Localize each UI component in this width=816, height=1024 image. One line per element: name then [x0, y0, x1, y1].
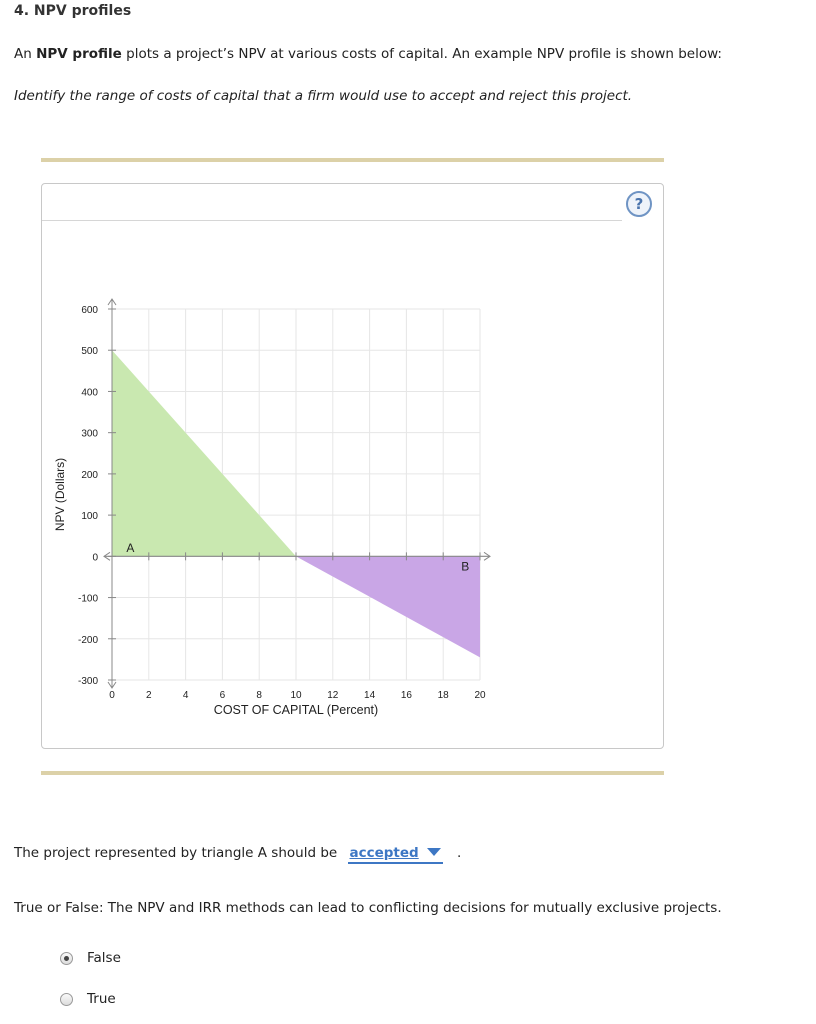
y-tick-label: 400: [81, 387, 98, 399]
x-tick-label: 20: [474, 690, 486, 701]
radio-label: True: [87, 991, 116, 1007]
radio-button[interactable]: [60, 993, 73, 1006]
divider-top: [41, 158, 664, 162]
question-title: 4. NPV profiles: [14, 3, 132, 19]
radio-button[interactable]: [60, 952, 73, 965]
x-tick-label: 6: [219, 690, 226, 701]
y-tick-label: 500: [81, 346, 98, 358]
y-axis-label: NPV (Dollars): [53, 457, 67, 532]
x-tick-label: 10: [290, 690, 302, 701]
x-tick-label: 0: [109, 690, 115, 701]
y-tick-label: -200: [77, 634, 98, 646]
intro-text: [14, 46, 722, 62]
x-tick-label: 16: [400, 690, 412, 701]
area-triangle-a: [112, 350, 296, 556]
divider-bottom: [41, 771, 664, 775]
q2-prefix: The project represented by triangle A should be: [14, 845, 338, 861]
x-tick-label: 12: [327, 690, 339, 701]
y-tick-label: 0: [92, 552, 98, 564]
q3-question: True or False: The NPV and IRR methods can lead to conflicting decisions for mutually exclusive projects.: [14, 900, 722, 916]
answer-dropdown-value: accepted: [349, 845, 419, 861]
radio-label: False: [87, 950, 121, 966]
radio-option-true[interactable]: [60, 991, 116, 1007]
help-button[interactable]: ?: [626, 191, 652, 217]
y-tick-label: -100: [77, 593, 98, 605]
area-label-a: A: [126, 541, 135, 556]
area-triangle-b: [296, 556, 480, 657]
npv-profile-chart: [42, 184, 663, 748]
x-tick-label: 14: [364, 690, 376, 701]
x-tick-label: 4: [182, 690, 189, 701]
q2-sentence: [14, 845, 461, 864]
intro-bold-term: NPV profile: [36, 46, 122, 62]
dropdown-caret-icon: [427, 848, 441, 856]
x-tick-label: 18: [437, 690, 449, 701]
graph-panel: [41, 183, 664, 749]
y-tick-label: 300: [81, 428, 98, 440]
answer-dropdown[interactable]: [348, 845, 443, 864]
y-tick-label: 200: [81, 469, 98, 481]
instruction-text: Identify the range of costs of capital that a firm would use to accept and reject this project.: [14, 88, 633, 104]
x-tick-label: 2: [146, 690, 152, 701]
y-tick-label: 600: [81, 305, 98, 316]
intro-prefix: An: [14, 46, 37, 62]
y-tick-label: 100: [81, 511, 98, 523]
x-axis-label: COST OF CAPITAL (Percent): [213, 703, 379, 717]
radio-option-false[interactable]: [60, 950, 121, 966]
x-tick-label: 8: [256, 690, 262, 701]
y-tick-label: -300: [77, 676, 98, 687]
area-label-b: B: [461, 559, 470, 574]
q2-suffix: .: [457, 845, 462, 861]
intro-suffix: plots a project’s NPV at various costs of capital. An example NPV profile is shown below:: [121, 46, 722, 62]
